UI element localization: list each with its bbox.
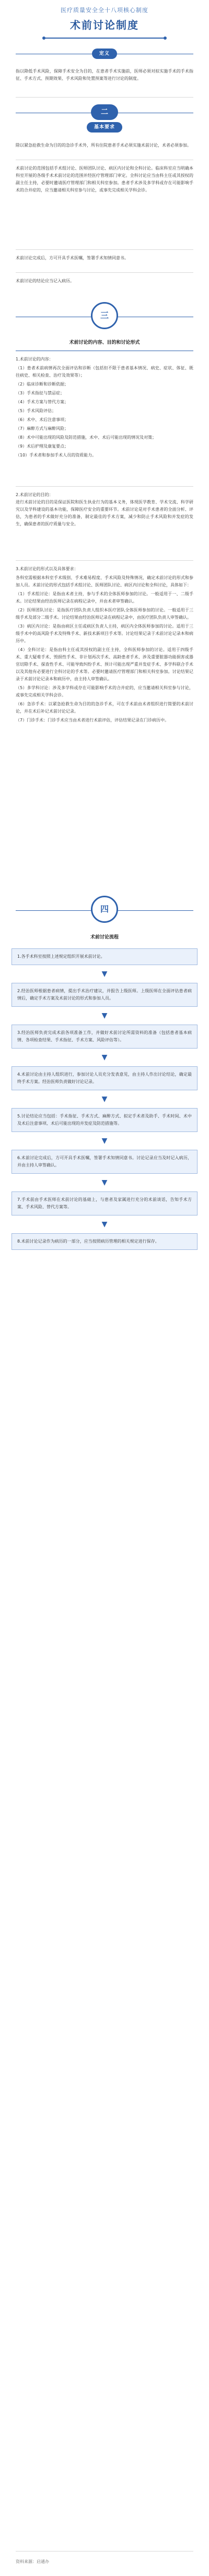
part-three-banner xyxy=(0,299,209,334)
process-step: 8.术前讨论记录作为病历的一部分，应当按照病历管理的相关规定进行保存。 xyxy=(11,1233,198,1250)
forms-paragraph: （5）多学科讨论：涉及多学科或存在可能影响手术的合并症的，应当邀请相关科室参与讨论，或事先完成相关学科会诊。 xyxy=(16,685,193,697)
down-arrow-icon: ▼ xyxy=(101,1178,108,1187)
requirement-2: 术前讨论的范围包括手术组讨论、医师团队讨论、病区内讨论和全科讨论。临床科室应当明确本科室开展的各级手术术前讨论的范围并经医疗管理部门审定。全科讨论应当由科主任或其授权的副主任主持，必要时邀请医疗管理部门和相关科室参加。患者手术涉及多学科或存在可能影响手术的合并症的，应当邀请相关科室参与讨论，或事先完成相关学科会诊。 xyxy=(16,166,193,192)
section-three-title: 术前讨论的内容、目的和讨论形式 xyxy=(69,340,140,345)
content-item: （4）手术方案与替代方案； xyxy=(16,400,69,404)
requirement-3: 术前讨论完成后，方可开具手术医嘱，签署手术知情同意书。 xyxy=(16,256,129,260)
forms-paragraph: （6）急诊手术：以紧急抢救生命为目的的急诊手术，可在手术前由术者组织进行简要的术前讨论，并在术后补记术前讨论记录。 xyxy=(16,702,193,714)
forms-paragraph: （7）门诊手术：门诊手术应当由术者进行术前评估，评估结果记录在门诊病历中。 xyxy=(16,718,169,723)
divider xyxy=(16,97,193,98)
part-four-banner xyxy=(0,893,209,928)
process-step: 6.术前讨论完成后，方可开具手术医嘱，签署手术知情同意书。讨论记录应当及时记入病历，并由主持人审签确认。 xyxy=(11,1150,198,1174)
down-arrow-icon: ▼ xyxy=(101,970,108,978)
down-arrow-icon: ▼ xyxy=(101,1095,108,1103)
content-item: （8）术中可能出现的风险及防范措施，术中、术后可能出现的情况及对策； xyxy=(16,435,157,440)
process-step: 5.讨论结论应当包括：手术指征、手术方式、麻醉方式、拟定手术者及助手、手术时间、术中及术后注意事项、术后可能出现的并发症及防范措施等。 xyxy=(11,1108,198,1132)
process-step: 1.各手术科室按照上述规定组织开展术前讨论。 xyxy=(11,948,198,965)
forms-paragraph: 各科室需根据本科室手术级别、手术难易程度、手术风险及特殊情况，确定术前讨论的形式和参加人员。术前讨论的形式包括手术组讨论、医师团队讨论、病区内讨论和全科讨论，具体如下： xyxy=(16,575,193,587)
process-step: 7.手术前由手术医师在术前讨论的基础上，与患者及家属进行充分的术前谈话，告知手术方案、手术风险、替代方案等。 xyxy=(11,1191,198,1215)
part-three-number: 三 xyxy=(91,302,118,329)
down-arrow-icon: ▼ xyxy=(101,1012,108,1020)
content-item: （7）麻醉方式与麻醉风险； xyxy=(16,426,69,431)
forms-block xyxy=(0,565,209,726)
content-heading: 1.术前讨论的内容： xyxy=(16,357,53,362)
part-one-label: 定义 xyxy=(92,49,117,59)
part-four-number: 四 xyxy=(91,896,118,923)
down-arrow-icon: ▼ xyxy=(101,1137,108,1145)
content-item: （10）手术者和参加手术人员的资质能力。 xyxy=(16,453,97,458)
purpose-block xyxy=(0,491,209,528)
content-item: （9）术后护理及康复要点； xyxy=(16,444,69,449)
content-item: （2）临床诊断和诊断依据； xyxy=(16,382,69,387)
divider xyxy=(16,486,193,487)
page-header xyxy=(0,0,209,41)
divider xyxy=(16,272,193,273)
part-one-banner xyxy=(0,45,209,63)
forms-paragraph: （1）手术组讨论：是指由术者主持，参与手术的全体医师参加的讨论。一般适用于一、二级手术。讨论结果由经治医师记录在病程记录中，并由术者审签确认。 xyxy=(16,592,193,604)
forms-paragraph: （3）病区内讨论：是指由病区主任或病区负责人主持，病区内全体医师参加的讨论。适用于三级手术中的高风险手术及特殊手术、新技术新项目手术等。讨论结果记录于术前讨论记录本和病历中。 xyxy=(16,624,193,643)
down-arrow-icon: ▼ xyxy=(101,1053,108,1062)
divider xyxy=(16,560,193,561)
part-two-number: 二 xyxy=(91,104,118,120)
part-two-label: 基本要求 xyxy=(87,122,122,133)
purpose-text: 进行术前讨论的目的是保证医院和医生执业行为的基本义务，体现医学教育、学术交流、科学研究以及学科建设的基本功能，保障医疗安全的重要环节。术前讨论是对手术患者的全面分析、评估，为患者的手术做好充分的准备，制定最佳的手术方案，减少和防止手术风险和并发症的发生，确保患者的医疗质量与安全。 xyxy=(16,500,193,526)
forms-paragraph: （2）医师团队讨论：是指医疗团队负责人组织本医疗团队全体医师参加的讨论。一般适用于三级手术及部分二级手术。讨论结果由经治医师记录在病程记录中，由医疗团队负责人审签确认。 xyxy=(16,608,193,620)
process-step: 2.经治医师根据患者病情，提出手术治疗建议，并报告上级医师。上级医师在全面评估患者病情后，确定手术方案及术前讨论的形式和参加人员。 xyxy=(11,983,198,1007)
source-note: 资料来源：启通办 xyxy=(16,2559,49,2564)
process-title: 术前讨论流程 xyxy=(90,935,119,940)
content-item: （6）术中、术后注意事项； xyxy=(16,417,69,422)
down-arrow-icon: ▼ xyxy=(101,1220,108,1229)
process-step: 4.术前讨论由主持人组织进行，参加讨论人员充分发表意见，由主持人作出讨论结论，确定最终手术方案。经治医师负责做好讨论记录。 xyxy=(11,1066,198,1090)
process-flow xyxy=(0,948,209,1250)
title-underline xyxy=(44,38,165,39)
page-subtitle: 医疗质量安全全十八项核心制度 xyxy=(61,7,148,14)
definition-text: 指以降低手术风险，保障手术安全为目的，在患者手术实施前，医师必须对拟实施手术的手术指征、手术方式、预期效果、手术风险和处置预案等进行讨论的制度。 xyxy=(16,69,193,81)
content-item: （3）手术指征与禁忌症； xyxy=(16,391,65,395)
page-title: 术前讨论制度 xyxy=(70,19,139,32)
content-item: （1）患者术前病情再次全面评估和诊断（包括但不限于患者基本情况、病史、症状、体征、既往病史、相关检查、治疗及效果等）； xyxy=(16,366,193,378)
purpose-heading: 2.术前讨论的目的： xyxy=(16,492,53,497)
process-step: 3.经治医师负责完成术前各项准备工作，并做好术前讨论所需资料的准备（包括患者基本病情、各项检查结果、手术指征、手术方案、风险评估等）。 xyxy=(11,1025,198,1049)
requirement-1: 除以紧急抢救生命为目的的急诊手术外，所有住院患者手术必须实施术前讨论，术者必须参加。 xyxy=(16,143,191,148)
content-list xyxy=(0,356,209,461)
forms-paragraph: （4）全科讨论：是指由科主任或其授权的副主任主持，全科医师参加的讨论。适用于四级手术、重大疑难手术、毁损性手术、非计划再次手术、高龄患者手术、涉及重要脏器功能损害或器官切除手术、探查性手术、可能导致纠纷手术、预计可能出现严重并发症手术、多学科联合手术以及其他有必要进行全科讨论的手术等。必要时邀请医疗管理部门和相关科室参加。讨论结果记录于术前讨论记录本和病历中，由主持人审签确认。 xyxy=(16,647,193,681)
requirement-4: 术前讨论的结论应当记入病历。 xyxy=(16,279,74,283)
divider xyxy=(16,249,193,250)
content-item: （5）手术风险评估； xyxy=(16,408,56,413)
forms-heading: 3.术前讨论的形式以及具体要求： xyxy=(16,567,78,571)
part-two-banner xyxy=(0,101,209,137)
